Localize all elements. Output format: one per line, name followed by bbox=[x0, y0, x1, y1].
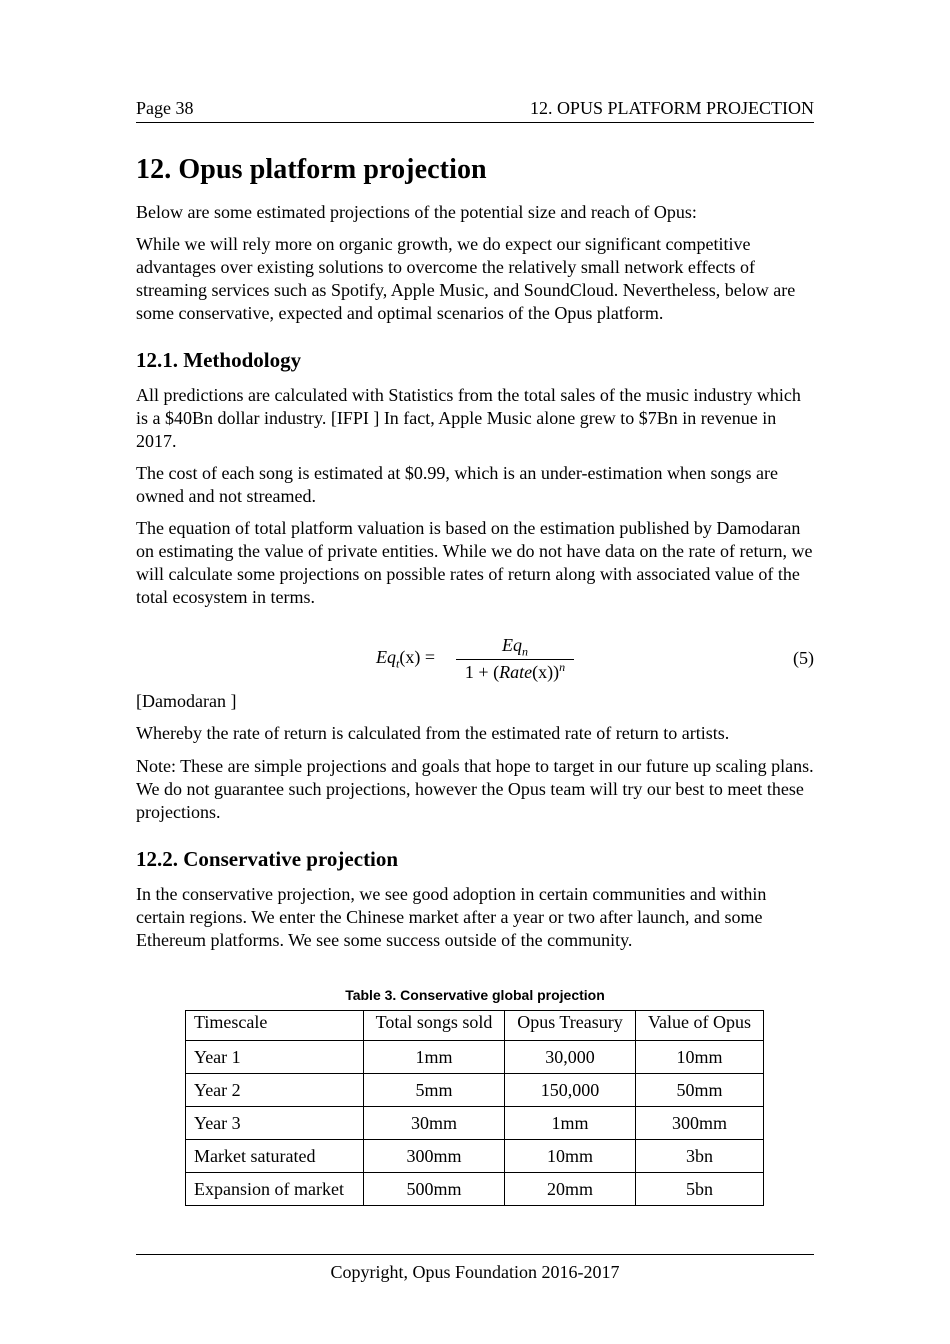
table-cell: Expansion of market bbox=[186, 1173, 364, 1206]
methodology-paragraph-1: All predictions are calculated with Statistics from the total sales of the music industry which is a $40Bn dollar industry. [IFPI ] In fact, Apple Music alone grew to $7Bn in revenue in 2017. bbox=[136, 385, 801, 451]
table-cell: Year 2 bbox=[186, 1074, 364, 1107]
table-caption: Table 3. Conservative global projection bbox=[345, 987, 605, 1003]
running-header bbox=[136, 98, 814, 123]
table-cell: 1mm bbox=[364, 1041, 505, 1074]
table-header-row bbox=[186, 1011, 764, 1041]
growth-paragraph: While we will rely more on organic growth, we do expect our significant competitive advantages over existing solutions to overcome the relatively small network effects of streaming services such as Spotify, Apple Music, and SoundCloud. Nevertheless, below are some conservative, expected and optimal scenarios of the Opus platform. bbox=[136, 234, 796, 323]
header-opus-treasury: Opus Treasury bbox=[505, 1011, 636, 1041]
valuation-equation bbox=[136, 634, 814, 686]
table-cell: 5mm bbox=[364, 1074, 505, 1107]
table-row bbox=[186, 1140, 764, 1173]
table-cell: 30mm bbox=[364, 1107, 505, 1140]
table-cell: Market saturated bbox=[186, 1140, 364, 1173]
table-cell: 50mm bbox=[636, 1074, 764, 1107]
conservative-heading: 12.2. Conservative projection bbox=[136, 847, 399, 871]
table-cell: 10mm bbox=[636, 1041, 764, 1074]
table-row bbox=[186, 1041, 764, 1074]
conservative-paragraph: In the conservative projection, we see good adoption in certain communities and within certain regions. We enter the Chinese market after a year or two after launch, and some Ethereum platforms. We see some success outside of the community. bbox=[136, 884, 767, 950]
header-total-songs-sold: Total songs sold bbox=[364, 1011, 505, 1041]
methodology-paragraph-3: The equation of total platform valuation is based on the estimation published by Damodaran on estimating the value of private entities. While we do not have data on the rate of return, we will calculate some projections on possible rates of return along with associated value of the total ecosystem in terms. bbox=[136, 518, 813, 607]
section-title: 12. Opus platform projection bbox=[136, 154, 487, 185]
table-cell: Year 3 bbox=[186, 1107, 364, 1140]
intro-paragraph: Below are some estimated projections of the potential size and reach of Opus: bbox=[136, 202, 697, 222]
page-number: Page 38 bbox=[136, 98, 194, 118]
projection-table bbox=[185, 1010, 764, 1206]
table-cell: Year 1 bbox=[186, 1041, 364, 1074]
equation-number: (5) bbox=[793, 648, 814, 668]
methodology-paragraph-2: The cost of each song is estimated at $0.99, which is an under-estimation when songs are owned and not streamed. bbox=[136, 463, 778, 506]
table-cell: 10mm bbox=[505, 1140, 636, 1173]
table-cell: 5bn bbox=[636, 1173, 764, 1206]
footer-copyright: Copyright, Opus Foundation 2016-2017 bbox=[330, 1262, 620, 1282]
note-paragraph: Note: These are simple projections and goals that hope to target in our future up scaling plans. We do not guarantee such projections, however the Opus team will try our best to meet these projections. bbox=[136, 756, 814, 822]
table-cell: 20mm bbox=[505, 1173, 636, 1206]
methodology-heading: 12.1. Methodology bbox=[136, 348, 302, 372]
citation: [Damodaran ] bbox=[136, 691, 237, 711]
table-cell: 300mm bbox=[636, 1107, 764, 1140]
table-cell: 500mm bbox=[364, 1173, 505, 1206]
table-cell: 150,000 bbox=[505, 1074, 636, 1107]
table-row bbox=[186, 1074, 764, 1107]
table-row bbox=[186, 1173, 764, 1206]
equation-lhs: $Eq_t(x)$ = bbox=[376, 647, 435, 671]
table-row bbox=[186, 1107, 764, 1140]
table-cell: 1mm bbox=[505, 1107, 636, 1140]
header-value-of-opus: Value of Opus bbox=[636, 1011, 764, 1041]
methodology-paragraph-4: Whereby the rate of return is calculated from the estimated rate of return to artists. bbox=[136, 723, 730, 743]
table-cell: 300mm bbox=[364, 1140, 505, 1173]
table-cell: 3bn bbox=[636, 1140, 764, 1173]
table-cell: 30,000 bbox=[505, 1041, 636, 1074]
equation-open-paren: ( bbox=[493, 662, 500, 682]
footer-rule bbox=[136, 1254, 814, 1255]
equation-numerator: $Eq_n$ bbox=[502, 635, 528, 659]
running-section-title: 12. OPUS PLATFORM PROJECTION bbox=[529, 98, 814, 118]
equation-denominator: 1 + (Rate(x))$^n$ bbox=[464, 660, 566, 682]
header-timescale: Timescale bbox=[186, 1011, 364, 1041]
